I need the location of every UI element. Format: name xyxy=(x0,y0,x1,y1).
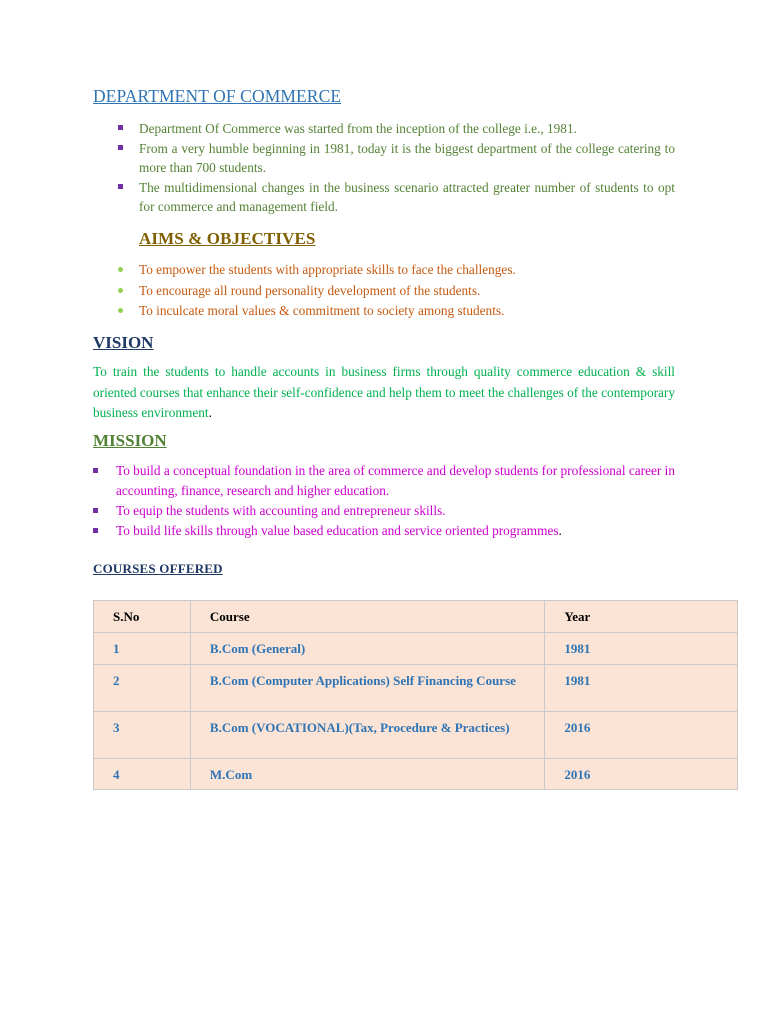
list-item: To empower the students with appropriate skills to face the challenges. xyxy=(118,260,678,281)
cell-course: B.Com (Computer Applications) Self Financing Course xyxy=(190,665,544,712)
vision-heading: VISION xyxy=(93,333,154,352)
list-item: From a very humble beginning in 1981, today it is the biggest department of the college catering to more than 700 students. xyxy=(118,139,675,178)
table-row xyxy=(94,712,738,759)
aims-list xyxy=(118,260,678,322)
courses-heading: COURSES OFFERED xyxy=(93,561,223,576)
table-row xyxy=(94,665,738,712)
column-header-year: Year xyxy=(545,601,738,633)
cell-year: 2016 xyxy=(545,759,738,790)
cell-sno: 2 xyxy=(94,665,191,712)
cell-sno: 1 xyxy=(94,633,191,665)
courses-table xyxy=(93,600,738,790)
department-heading: DEPARTMENT OF COMMERCE xyxy=(93,86,342,106)
cell-year: 2016 xyxy=(545,712,738,759)
aims-heading: AIMS & OBJECTIVES xyxy=(139,229,316,248)
cell-sno: 4 xyxy=(94,759,191,790)
list-item xyxy=(93,521,675,541)
vision-body: To train the students to handle accounts in business firms through quality commerce education & skill oriented courses that enhance their self-confidence and help them to meet the challenges of the contemporary business environment xyxy=(93,364,675,420)
list-item: To encourage all round personality development of the students. xyxy=(118,281,678,302)
mission-period: . xyxy=(558,523,562,538)
list-item: To build a conceptual foundation in the area of commerce and develop students for professional career in accounting, finance, research and higher education. xyxy=(93,461,675,501)
cell-course: B.Com (VOCATIONAL)(Tax, Procedure & Practices) xyxy=(190,712,544,759)
vision-text xyxy=(93,362,675,424)
column-header-course: Course xyxy=(190,601,544,633)
mission-item-text: To build life skills through value based education and service oriented programmes xyxy=(116,523,559,538)
list-item: To inculcate moral values & commitment to society among students. xyxy=(118,301,678,322)
list-item: To equip the students with accounting and entrepreneur skills. xyxy=(93,501,675,521)
table-row xyxy=(94,759,738,790)
department-list xyxy=(118,119,675,217)
cell-year: 1981 xyxy=(545,665,738,712)
cell-course: B.Com (General) xyxy=(190,633,544,665)
column-header-sno: S.No xyxy=(94,601,191,633)
cell-course: M.Com xyxy=(190,759,544,790)
mission-list xyxy=(93,461,675,541)
mission-heading: MISSION xyxy=(93,431,167,450)
vision-period: . xyxy=(208,405,212,420)
table-row xyxy=(94,633,738,665)
list-item: The multidimensional changes in the business scenario attracted greater number of students to opt for commerce and management field. xyxy=(118,178,675,217)
cell-sno: 3 xyxy=(94,712,191,759)
list-item: Department Of Commerce was started from the inception of the college i.e., 1981. xyxy=(118,119,675,139)
cell-year: 1981 xyxy=(545,633,738,665)
table-header-row xyxy=(94,601,738,633)
